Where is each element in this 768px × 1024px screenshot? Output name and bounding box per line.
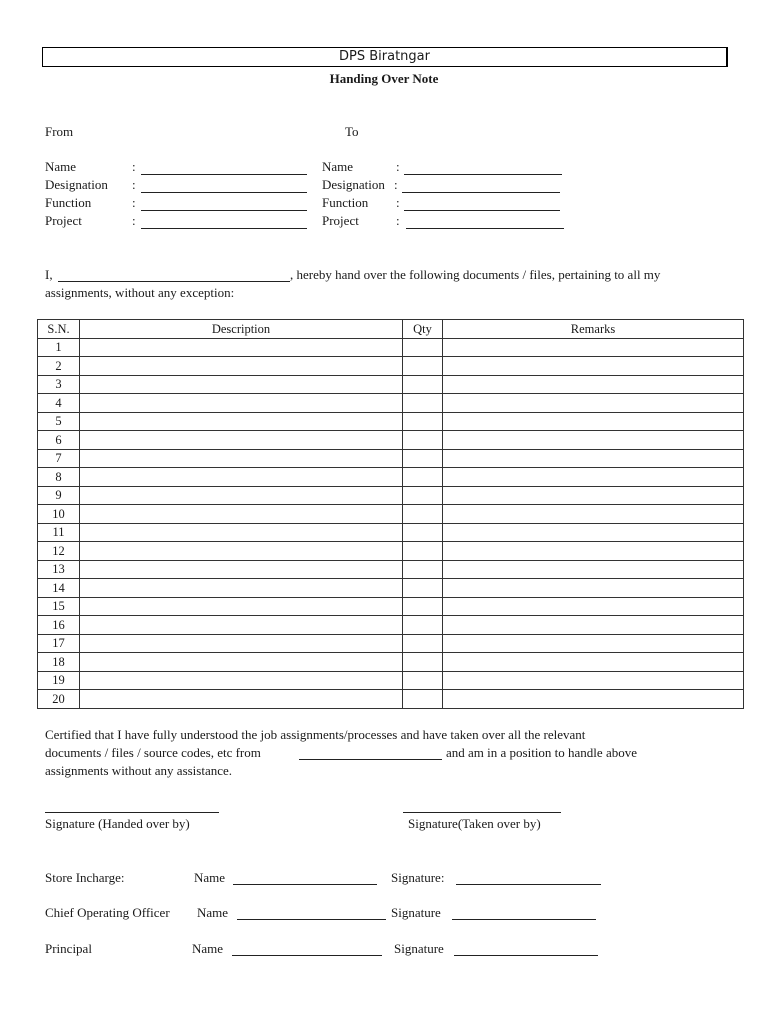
row-sn: 1 [38, 338, 80, 357]
coo-label: Chief Operating Officer [45, 905, 170, 920]
coo-name-field[interactable] [237, 919, 386, 920]
store-incharge-name-label: Name [194, 870, 226, 885]
row-remarks-cell[interactable] [443, 449, 744, 468]
handover-items-table [37, 319, 744, 709]
row-sn: 7 [38, 449, 80, 468]
table-row [38, 542, 744, 561]
row-remarks-cell[interactable] [443, 338, 744, 357]
from-label: From [45, 124, 74, 139]
from-name-field[interactable] [141, 174, 307, 175]
to-name-field[interactable] [404, 174, 562, 175]
table-row [38, 338, 744, 357]
row-description-cell[interactable] [80, 394, 403, 413]
row-sn: 10 [38, 505, 80, 524]
store-incharge-signature-field[interactable] [456, 884, 601, 885]
row-sn: 16 [38, 616, 80, 635]
table-row [38, 616, 744, 635]
from-designation-field[interactable] [141, 192, 307, 193]
school-name: DPS Biratngar [339, 49, 430, 64]
row-remarks-cell[interactable] [443, 671, 744, 690]
table-row [38, 357, 744, 376]
declaration-line1: , hereby hand over the following documents / files, pertaining to all my [290, 267, 661, 282]
from-project-label: Project [45, 213, 82, 228]
row-description-cell[interactable] [80, 338, 403, 357]
row-description-cell[interactable] [80, 431, 403, 450]
coo-name-label: Name [197, 905, 229, 920]
row-qty-cell[interactable] [403, 671, 443, 690]
row-qty-cell[interactable] [403, 357, 443, 376]
table-header-row [38, 320, 744, 339]
from-designation-label: Designation [45, 177, 108, 192]
principal-name-field[interactable] [232, 955, 382, 956]
row-remarks-cell[interactable] [443, 468, 744, 487]
row-description-cell[interactable] [80, 597, 403, 616]
row-sn: 4 [38, 394, 80, 413]
row-qty-cell[interactable] [403, 616, 443, 635]
header-remarks: Remarks [443, 320, 744, 339]
declaration-line2: assignments, without any exception: [45, 285, 235, 300]
row-description-cell[interactable] [80, 505, 403, 524]
row-description-cell[interactable] [80, 671, 403, 690]
table-row [38, 394, 744, 413]
table-row [38, 560, 744, 579]
row-description-cell[interactable] [80, 616, 403, 635]
row-sn: 20 [38, 690, 80, 709]
row-remarks-cell[interactable] [443, 431, 744, 450]
from-function-field[interactable] [141, 210, 307, 211]
table-row [38, 690, 744, 709]
row-remarks-cell[interactable] [443, 560, 744, 579]
row-description-cell[interactable] [80, 690, 403, 709]
declarant-name-field[interactable] [58, 281, 290, 282]
row-sn: 19 [38, 671, 80, 690]
declaration-prefix: I, [45, 267, 53, 282]
row-qty-cell[interactable] [403, 375, 443, 394]
row-remarks-cell[interactable] [443, 394, 744, 413]
coo-signature-label: Signature [391, 905, 441, 920]
certification-line2-start: documents / files / source codes, etc from [45, 745, 261, 760]
colon: : [396, 159, 400, 174]
store-incharge-signature-label: Signature: [391, 870, 445, 885]
row-sn: 8 [38, 468, 80, 487]
row-sn: 12 [38, 542, 80, 561]
store-incharge-label: Store Incharge: [45, 870, 125, 885]
colon: : [132, 177, 136, 192]
certification-line2-end: and am in a position to handle above [446, 745, 637, 760]
row-sn: 5 [38, 412, 80, 431]
principal-signature-label: Signature [394, 941, 444, 956]
from-project-field[interactable] [141, 228, 307, 229]
row-description-cell[interactable] [80, 560, 403, 579]
row-remarks-cell[interactable] [443, 616, 744, 635]
row-qty-cell[interactable] [403, 412, 443, 431]
handed-from-field[interactable] [299, 759, 442, 760]
row-description-cell[interactable] [80, 653, 403, 672]
row-description-cell[interactable] [80, 542, 403, 561]
row-remarks-cell[interactable] [443, 357, 744, 376]
row-description-cell[interactable] [80, 375, 403, 394]
row-qty-cell[interactable] [403, 486, 443, 505]
coo-signature-field[interactable] [452, 919, 596, 920]
handed-over-signature-label: Signature (Handed over by) [45, 816, 190, 831]
colon: : [132, 213, 136, 228]
row-description-cell[interactable] [80, 412, 403, 431]
header-description: Description [80, 320, 403, 339]
to-label: To [345, 124, 359, 139]
row-sn: 2 [38, 357, 80, 376]
row-sn: 17 [38, 634, 80, 653]
principal-name-label: Name [192, 941, 224, 956]
row-qty-cell[interactable] [403, 523, 443, 542]
to-name-label: Name [322, 159, 354, 174]
row-description-cell[interactable] [80, 634, 403, 653]
table-row [38, 579, 744, 598]
handed-over-signature-line[interactable] [45, 812, 219, 813]
colon: : [396, 195, 400, 210]
row-sn: 11 [38, 523, 80, 542]
from-function-label: Function [45, 195, 92, 210]
row-remarks-cell[interactable] [443, 634, 744, 653]
table-row [38, 431, 744, 450]
table-row [38, 375, 744, 394]
row-remarks-cell[interactable] [443, 597, 744, 616]
document-title: Handing Over Note [329, 71, 439, 86]
row-remarks-cell[interactable] [443, 523, 744, 542]
row-description-cell[interactable] [80, 357, 403, 376]
table-row [38, 653, 744, 672]
row-remarks-cell[interactable] [443, 505, 744, 524]
row-qty-cell[interactable] [403, 634, 443, 653]
certification-line3: assignments without any assistance. [45, 763, 233, 778]
row-sn: 14 [38, 579, 80, 598]
row-sn: 15 [38, 597, 80, 616]
to-function-field[interactable] [404, 210, 560, 211]
row-remarks-cell[interactable] [443, 412, 744, 431]
colon: : [396, 213, 400, 228]
row-sn: 9 [38, 486, 80, 505]
header-sn: S.N. [38, 320, 80, 339]
row-qty-cell[interactable] [403, 468, 443, 487]
table-row [38, 486, 744, 505]
store-incharge-name-field[interactable] [233, 884, 377, 885]
row-qty-cell[interactable] [403, 560, 443, 579]
row-description-cell[interactable] [80, 579, 403, 598]
table-row [38, 468, 744, 487]
row-qty-cell[interactable] [403, 394, 443, 413]
row-qty-cell[interactable] [403, 579, 443, 598]
row-description-cell[interactable] [80, 486, 403, 505]
principal-label: Principal [45, 941, 92, 956]
row-remarks-cell[interactable] [443, 690, 744, 709]
table-row [38, 412, 744, 431]
colon: : [132, 159, 136, 174]
row-sn: 13 [38, 560, 80, 579]
school-name-box [42, 47, 728, 67]
to-designation-label: Designation [322, 177, 385, 192]
row-qty-cell[interactable] [403, 542, 443, 561]
row-remarks-cell[interactable] [443, 486, 744, 505]
row-qty-cell[interactable] [403, 431, 443, 450]
from-name-label: Name [45, 159, 77, 174]
colon: : [132, 195, 136, 210]
colon: : [394, 177, 398, 192]
row-qty-cell[interactable] [403, 653, 443, 672]
row-qty-cell[interactable] [403, 449, 443, 468]
row-description-cell[interactable] [80, 468, 403, 487]
to-project-label: Project [322, 213, 359, 228]
row-qty-cell[interactable] [403, 505, 443, 524]
row-remarks-cell[interactable] [443, 375, 744, 394]
row-qty-cell[interactable] [403, 690, 443, 709]
principal-signature-field[interactable] [454, 955, 598, 956]
taken-over-signature-label: Signature(Taken over by) [408, 816, 541, 831]
row-sn: 18 [38, 653, 80, 672]
certification-line1: Certified that I have fully understood the job assignments/processes and have taken over all the relevant [45, 727, 586, 742]
table-row [38, 634, 744, 653]
table-row [38, 505, 744, 524]
table-row [38, 597, 744, 616]
header-qty: Qty [403, 320, 443, 339]
row-remarks-cell[interactable] [443, 653, 744, 672]
table-row [38, 523, 744, 542]
row-sn: 3 [38, 375, 80, 394]
to-function-label: Function [322, 195, 369, 210]
taken-over-signature-line[interactable] [403, 812, 561, 813]
row-qty-cell[interactable] [403, 338, 443, 357]
row-description-cell[interactable] [80, 449, 403, 468]
row-remarks-cell[interactable] [443, 542, 744, 561]
to-designation-field[interactable] [402, 192, 560, 193]
row-description-cell[interactable] [80, 523, 403, 542]
row-sn: 6 [38, 431, 80, 450]
row-remarks-cell[interactable] [443, 579, 744, 598]
row-qty-cell[interactable] [403, 597, 443, 616]
table-row [38, 449, 744, 468]
table-row [38, 671, 744, 690]
to-project-field[interactable] [406, 228, 564, 229]
